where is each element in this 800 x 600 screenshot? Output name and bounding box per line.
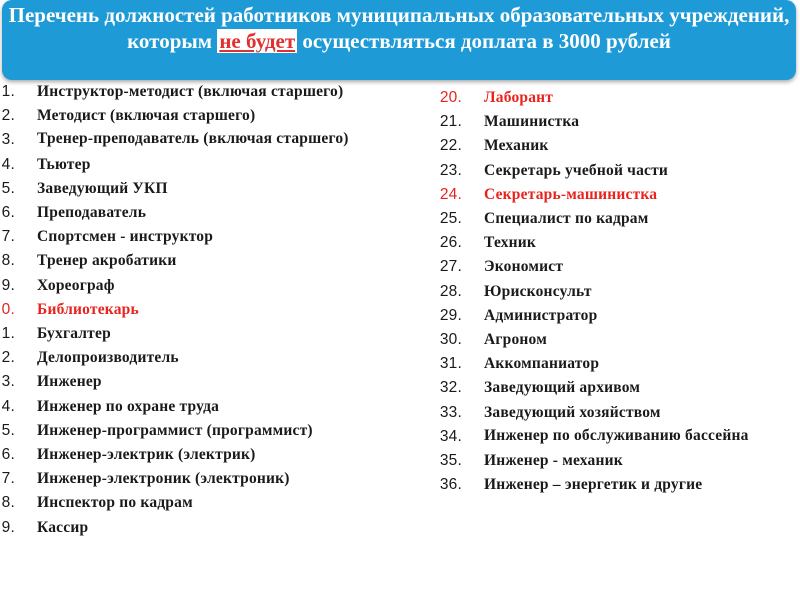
list-item-number: 21. xyxy=(439,113,462,131)
list-item-text: Бухгалтер xyxy=(37,325,111,343)
list-item-text: Заведующий хозяйством xyxy=(484,403,661,421)
list-item xyxy=(0,104,420,128)
list-item-number: 5. xyxy=(1,179,15,197)
list-item-number: 6. xyxy=(1,446,15,464)
list-item-number: 1. xyxy=(1,83,15,100)
list-item-text: Юрисконсульт xyxy=(484,282,592,300)
list-item-text: Инженер по обслуживанию бассейна xyxy=(484,426,749,444)
list-item-number: 0. xyxy=(1,300,15,318)
list-item-number: 2. xyxy=(1,349,15,367)
list-item xyxy=(0,346,420,370)
list-item-number: 6. xyxy=(1,204,15,222)
list-item xyxy=(0,370,420,394)
list-item-text: Кассир xyxy=(37,518,89,536)
list-item xyxy=(420,159,790,183)
list-item xyxy=(420,183,790,207)
list-item xyxy=(0,491,420,515)
list-item xyxy=(420,401,790,425)
list-item xyxy=(420,328,790,352)
list-item-text: Машинистка xyxy=(484,113,580,131)
list-item-number: 24. xyxy=(439,185,462,203)
list-item-text: Инженер по охране труда xyxy=(37,397,220,415)
left-position-list xyxy=(0,80,420,540)
list-item-text: Библиотекарь xyxy=(37,300,139,318)
list-item xyxy=(420,231,790,255)
list-item xyxy=(0,395,420,419)
list-item-text: Заведующий УКП xyxy=(37,179,168,197)
list-item-text: Агроном xyxy=(484,331,547,349)
list-item-number: 1. xyxy=(1,325,15,343)
list-item-text: Инженер xyxy=(37,373,102,391)
list-item-number: 33. xyxy=(439,403,462,421)
list-item xyxy=(420,425,790,449)
list-item-text: Тренер-преподаватель (включая старшего) xyxy=(37,130,349,148)
list-item-number: 7. xyxy=(1,228,15,246)
list-item xyxy=(420,352,790,376)
list-item xyxy=(420,134,790,158)
list-item-text: Инженер - механик xyxy=(484,452,623,470)
list-item xyxy=(0,80,420,104)
list-item-text: Инспектор по кадрам xyxy=(37,494,193,512)
list-item-number: 8. xyxy=(1,494,15,512)
list-item-number: 2. xyxy=(1,107,15,125)
list-item-text: Секретарь учебной части xyxy=(484,161,669,179)
list-item-text: Делопроизводитель xyxy=(37,349,179,367)
title-text-part1: Перечень должностей работников муниципальных образовательных учреждений, которым xyxy=(8,3,790,53)
list-item-text: Инструктор-методист (включая старшего) xyxy=(37,83,344,100)
title-highlight: не будет xyxy=(219,29,296,53)
list-item-text: Тьютер xyxy=(37,155,91,173)
list-item-text: Лаборант xyxy=(484,89,554,106)
list-item-number: 26. xyxy=(439,234,462,252)
list-item xyxy=(0,298,420,322)
list-item-text: Спортсмен - инструктор xyxy=(37,228,214,246)
list-item xyxy=(0,177,420,201)
list-item-number: 25. xyxy=(439,210,462,228)
list-item xyxy=(420,473,790,497)
list-item-number: 32. xyxy=(439,379,462,397)
list-item-number: 31. xyxy=(439,355,462,373)
list-item-text: Механик xyxy=(484,137,549,155)
list-item-number: 7. xyxy=(1,470,15,488)
list-item-number: 3. xyxy=(1,131,15,149)
list-item xyxy=(420,86,790,110)
list-item-number: 4. xyxy=(1,155,15,173)
list-item-text: Преподаватель xyxy=(37,204,147,222)
list-item-text: Секретарь-машинистка xyxy=(484,185,658,203)
list-item xyxy=(0,225,420,249)
list-item xyxy=(420,255,790,279)
list-item-number: 23. xyxy=(439,161,462,179)
list-item xyxy=(0,516,420,540)
list-item xyxy=(0,274,420,298)
title-text-part2: осуществляться доплата в 3000 рублей xyxy=(297,29,671,53)
list-item xyxy=(0,128,420,152)
list-item xyxy=(0,249,420,273)
list-item-number: 9. xyxy=(1,518,15,536)
list-item-text: Аккомпаниатор xyxy=(484,355,600,373)
list-item-text: Инженер-программист (программист) xyxy=(37,421,313,439)
list-item xyxy=(420,110,790,134)
list-item-text: Инженер-электроник (электроник) xyxy=(37,470,290,488)
list-item xyxy=(0,443,420,467)
list-item-number: 4. xyxy=(1,397,15,415)
list-item xyxy=(0,322,420,346)
list-item xyxy=(0,153,420,177)
list-item-number: 36. xyxy=(439,476,462,494)
list-item-number: 9. xyxy=(1,276,15,294)
list-item xyxy=(420,280,790,304)
list-item-text: Тренер акробатики xyxy=(37,252,177,270)
list-item-text: Хореограф xyxy=(37,276,115,294)
list-item-text: Инженер – энергетик и другие xyxy=(484,476,703,494)
list-item xyxy=(0,419,420,443)
list-item-number: 20. xyxy=(439,89,462,106)
list-item-text: Администратор xyxy=(484,306,598,324)
list-item-text: Экономист xyxy=(484,258,564,276)
list-item-number: 22. xyxy=(439,137,462,155)
title-banner xyxy=(2,0,796,80)
list-item-number: 30. xyxy=(439,331,462,349)
list-item-text: Заведующий архивом xyxy=(484,379,641,397)
list-item-number: 3. xyxy=(1,373,15,391)
list-item xyxy=(420,207,790,231)
list-item-number: 5. xyxy=(1,421,15,439)
list-item-number: 27. xyxy=(439,258,462,276)
list-item-number: 28. xyxy=(439,282,462,300)
list-item-number: 35. xyxy=(439,452,462,470)
list-item-text: Инженер-электрик (электрик) xyxy=(37,446,256,464)
list-item-text: Техник xyxy=(484,234,537,252)
list-item-number: 34. xyxy=(439,427,462,445)
list-item xyxy=(420,449,790,473)
list-item xyxy=(0,201,420,225)
list-item-number: 29. xyxy=(439,306,462,324)
list-item-number: 8. xyxy=(1,252,15,270)
list-item-text: Специалист по кадрам xyxy=(484,210,649,228)
list-item xyxy=(420,304,790,328)
right-position-list xyxy=(420,86,790,497)
list-item-text: Методист (включая старшего) xyxy=(37,107,256,125)
list-item xyxy=(0,467,420,491)
list-item xyxy=(420,376,790,400)
